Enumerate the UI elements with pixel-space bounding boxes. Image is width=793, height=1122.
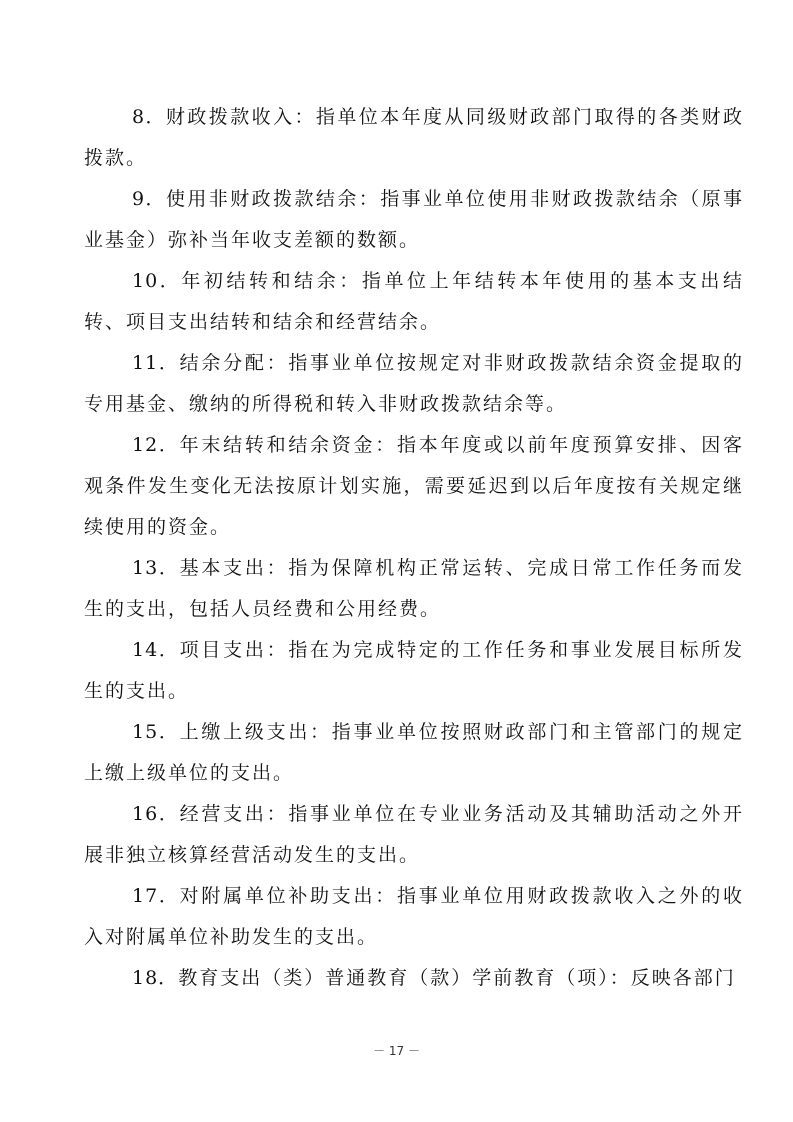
paragraph-11 — [84, 343, 744, 425]
paragraph-text: 年初结转和结余：指单位上年结转本年使用的基本支出结转、项目支出结转和结余和经营结余。 — [84, 270, 744, 333]
paragraph-text: 使用非财政拨款结余：指事业单位使用非财政拨款结余（原事业基金）弥补当年收支差额的数额。 — [84, 188, 744, 251]
paragraph-number: 17． — [132, 885, 180, 907]
paragraph-text: 结余分配：指事业单位按规定对非财政拨款结余资金提取的专用基金、缴纳的所得税和转入非财政拨款结余等。 — [84, 352, 744, 415]
paragraph-text: 项目支出：指在为完成特定的工作任务和事业发展目标所发生的支出。 — [84, 639, 744, 702]
paragraph-text: 财政拨款收入：指单位本年度从同级财政部门取得的各类财政拨款。 — [84, 106, 744, 169]
paragraph-number: 14． — [132, 639, 180, 661]
paragraph-14 — [84, 630, 744, 712]
paragraph-9 — [84, 179, 744, 261]
paragraph-text: 经营支出：指事业单位在专业业务活动及其辅助活动之外开展非独立核算经营活动发生的支出。 — [84, 803, 744, 866]
paragraph-number: 10． — [132, 270, 182, 292]
paragraph-number: 12． — [132, 434, 180, 456]
paragraph-number: 13． — [132, 557, 180, 579]
paragraph-number: 9． — [132, 188, 166, 210]
paragraph-number: 18． — [132, 967, 179, 989]
paragraph-17 — [84, 876, 744, 958]
paragraph-text: 对附属单位补助支出：指事业单位用财政拨款收入之外的收入对附属单位补助发生的支出。 — [84, 885, 744, 948]
paragraph-10 — [84, 261, 744, 343]
paragraph-text: 年末结转和结余资金：指本年度或以前年度预算安排、因客观条件发生变化无法按原计划实施，需要延迟到以后年度按有关规定继续使用的资金。 — [84, 434, 744, 538]
paragraph-text: 上缴上级支出：指事业单位按照财政部门和主管部门的规定上缴上级单位的支出。 — [84, 721, 744, 784]
paragraph-number: 8． — [132, 106, 166, 128]
paragraph-8 — [84, 97, 744, 179]
page-number: － 17 － — [373, 1044, 420, 1058]
paragraph-18 — [84, 958, 744, 999]
document-body — [84, 97, 744, 999]
paragraph-15 — [84, 712, 744, 794]
paragraph-16 — [84, 794, 744, 876]
paragraph-number: 15． — [132, 721, 180, 743]
paragraph-text: 教育支出（类）普通教育（款）学前教育（项）：反映各部门 — [178, 967, 736, 989]
paragraph-text: 基本支出：指为保障机构正常运转、完成日常工作任务而发生的支出，包括人员经费和公用经费。 — [84, 557, 744, 620]
paragraph-12 — [84, 425, 744, 548]
paragraph-number: 11． — [132, 352, 180, 374]
paragraph-13 — [84, 548, 744, 630]
paragraph-number: 16． — [132, 803, 180, 825]
